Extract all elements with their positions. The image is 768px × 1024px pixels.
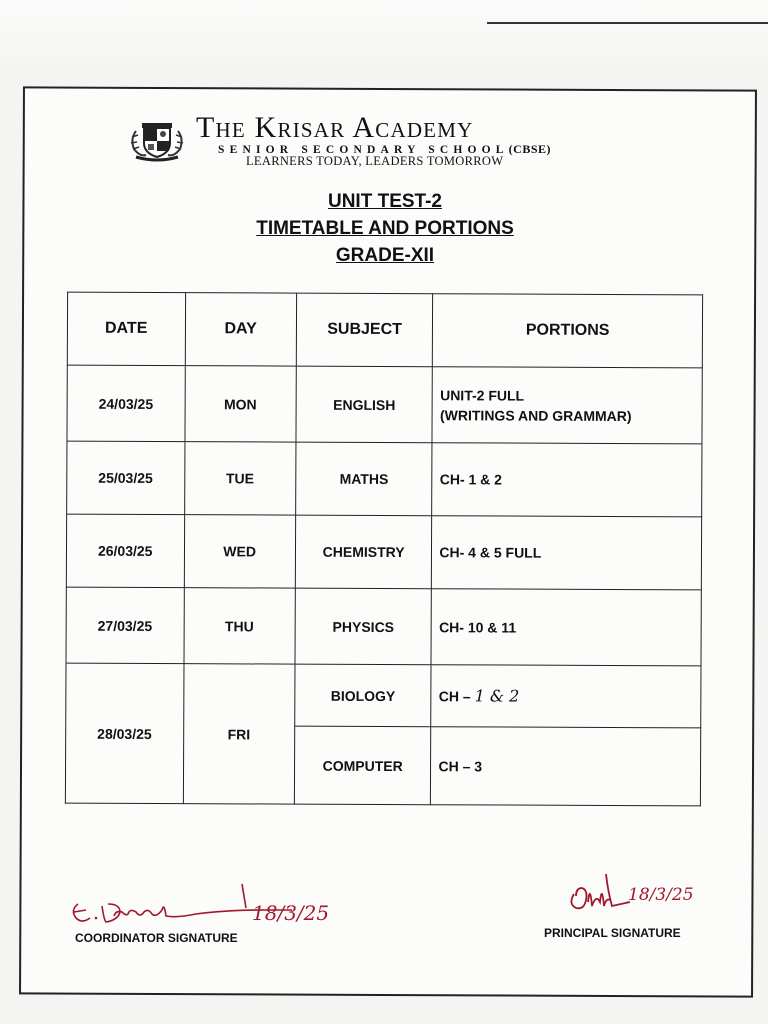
coordinator-date: 18/3/25 <box>252 901 330 925</box>
header-portions: PORTIONS <box>433 294 703 368</box>
school-board: (CBSE) <box>508 142 552 156</box>
table-row <box>66 587 701 666</box>
cell-portion: CH- 1 & 2 <box>432 443 702 517</box>
school-crest-logo <box>128 117 186 161</box>
cell-date: 28/03/25 <box>65 663 183 804</box>
cell-subject: CHEMISTRY <box>295 515 432 589</box>
principal-signature <box>566 864 694 924</box>
cell-portion <box>432 367 702 444</box>
table-header-row <box>67 292 702 368</box>
portion-handwritten: 1 & 2 <box>474 686 520 706</box>
cell-subject: BIOLOGY <box>295 664 432 727</box>
header-subject: SUBJECT <box>296 293 433 367</box>
portion-line: (WRITINGS AND GRAMMAR) <box>439 406 632 424</box>
title-grade: GRADE-XII <box>335 245 435 266</box>
cell-subject: COMPUTER <box>294 726 431 805</box>
table-row <box>67 441 702 517</box>
title-unit-test: UNIT TEST-2 <box>327 191 442 212</box>
cell-day: TUE <box>184 442 296 515</box>
cell-subject: MATHS <box>296 442 433 516</box>
school-name: The Krisar Academy <box>196 111 474 144</box>
cell-day: WED <box>184 515 296 588</box>
cell-date: 27/03/25 <box>66 587 184 664</box>
cell-subject: PHYSICS <box>295 588 432 665</box>
cell-day: THU <box>183 588 295 664</box>
table-row <box>67 365 702 444</box>
title-timetable: TIMETABLE AND PORTIONS <box>256 218 514 239</box>
table-row <box>66 663 701 728</box>
timetable <box>65 292 703 807</box>
scan-edge-line <box>487 22 768 24</box>
coordinator-signature-label: COORDINATOR SIGNATURE <box>75 931 238 945</box>
cell-portion: CH – 3 <box>431 727 701 806</box>
cell-portion: CH- 4 & 5 FULL <box>432 516 702 590</box>
header-date: DATE <box>67 292 185 366</box>
cell-portion <box>431 665 701 728</box>
principal-date: 18/3/25 <box>628 885 694 905</box>
document-titles <box>200 188 570 269</box>
cell-day: FRI <box>183 664 295 804</box>
portion-printed: CH – <box>438 688 471 705</box>
scan-background <box>0 0 768 70</box>
school-type: SENIOR SECONDARY SCHOOL <box>218 144 509 156</box>
cell-subject: ENGLISH <box>296 366 433 443</box>
cell-portion: CH- 10 & 11 <box>431 589 701 666</box>
table-row <box>66 514 701 590</box>
cell-date: 26/03/25 <box>66 514 184 588</box>
header-day: DAY <box>185 293 297 366</box>
portion-line: UNIT-2 FULL <box>440 386 525 404</box>
cell-date: 25/03/25 <box>67 441 185 515</box>
school-motto: LEARNERS TODAY, LEADERS TOMORROW <box>246 154 504 168</box>
principal-signature-label: PRINCIPAL SIGNATURE <box>544 926 681 940</box>
cell-date: 24/03/25 <box>67 365 185 442</box>
cell-day: MON <box>184 366 296 442</box>
